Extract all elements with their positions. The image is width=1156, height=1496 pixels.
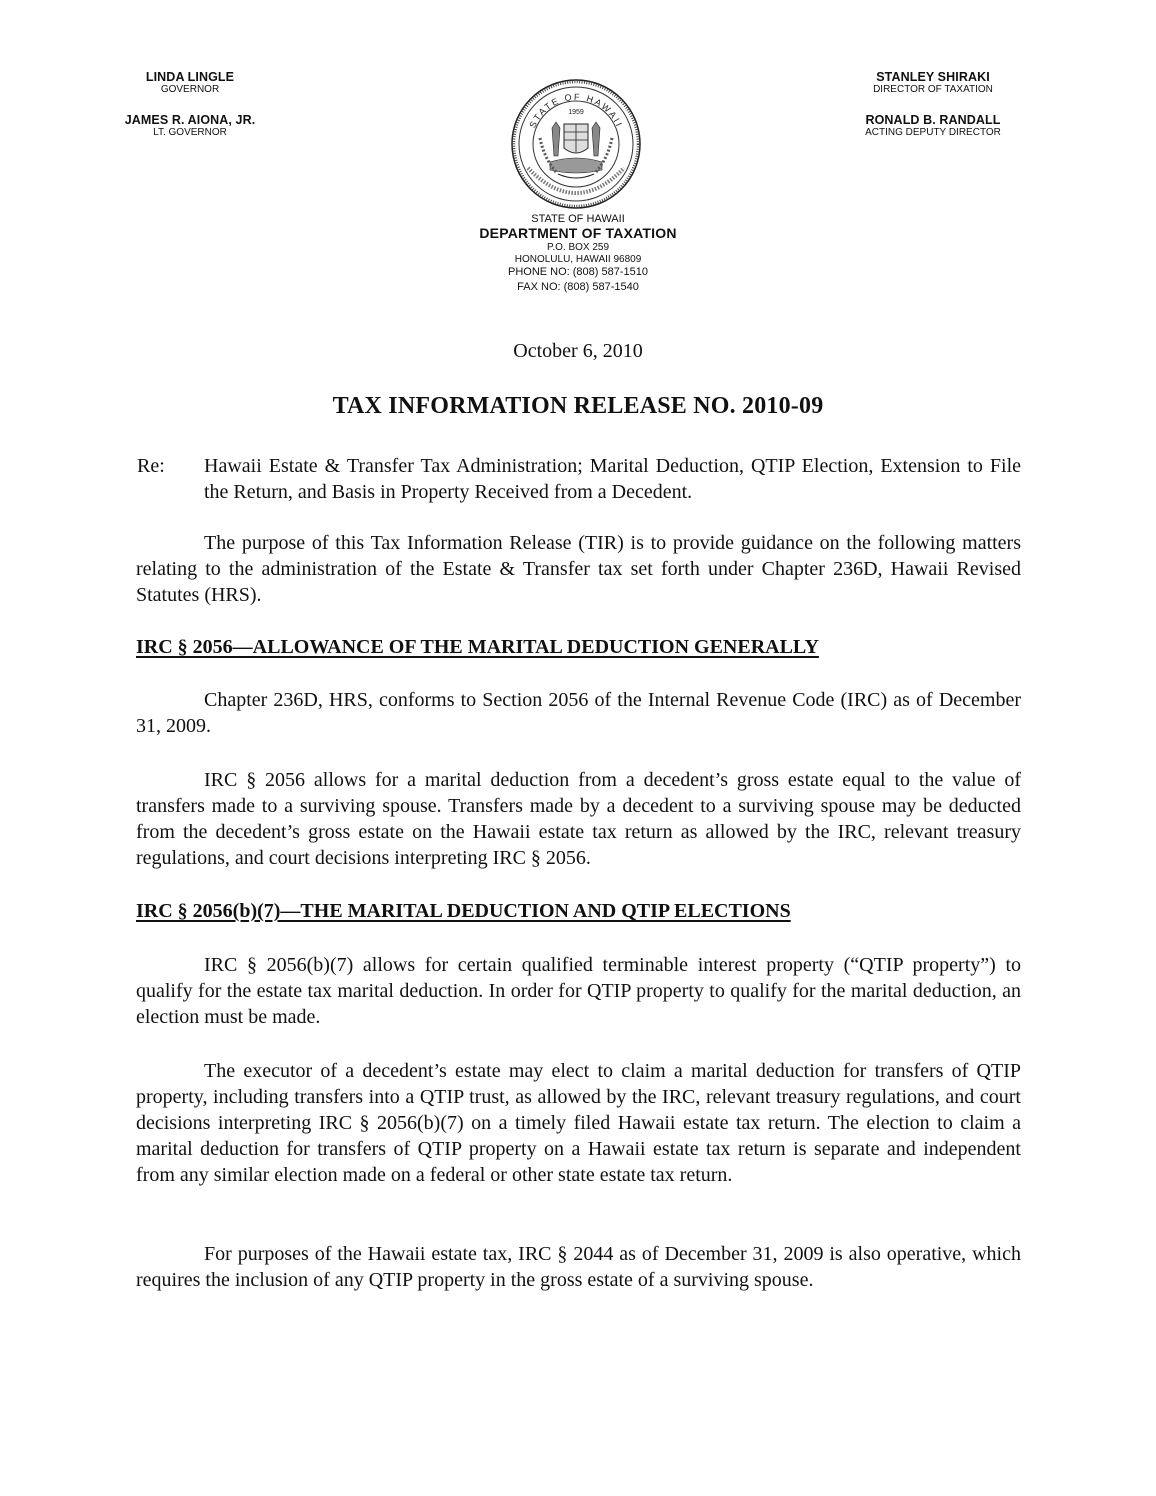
left-officials <box>110 70 270 156</box>
body-paragraph: The executor of a decedent’s estate may elect to claim a marital deduction for transfers of QTIP property, including transfers into a QTIP trust, as allowed by the IRC, relevant treasury regulations, and court decisions interpreting IRC § 2056(b)(7) on a timely filed Hawaii estate tax return. The election to claim a marital deduction for transfers of QTIP property on a Hawaii estate tax return is separate and independent from any similar election made on a federal or other state estate tax return. <box>136 1060 1021 1186</box>
agency-po-box: P.O. BOX 259 <box>546 242 610 253</box>
section-heading-qtip-elections: IRC § 2056(b)(7)—THE MARITAL DEDUCTION AND QTIP ELECTIONS <box>136 900 791 922</box>
director-name: STANLEY SHIRAKI <box>876 70 990 84</box>
agency-phone: PHONE NO: (808) 587-1510 <box>507 266 648 278</box>
deputy-director-name: RONALD B. RANDALL <box>865 113 1001 127</box>
intro-paragraph: The purpose of this Tax Information Release (TIR) is to provide guidance on the following matters relating to the administration of the Estate & Transfer tax set forth under Chapter 236D, Hawaii Revised Statutes (HRS). <box>136 532 1021 606</box>
document-title: TAX INFORMATION RELEASE NO. 2010-09 <box>332 393 824 419</box>
agency-address-block <box>378 213 778 294</box>
lt-governor-title: LT. GOVERNOR <box>153 127 227 138</box>
agency-city: HONOLULU, HAWAII 96809 <box>514 253 642 265</box>
agency-state: STATE OF HAWAII <box>531 213 625 225</box>
re-label: Re: <box>137 455 165 477</box>
state-seal-icon <box>510 78 642 210</box>
body-paragraph: Chapter 236D, HRS, conforms to Section 2056 of the Internal Revenue Code (IRC) as of December 31, 2009. <box>136 689 1021 737</box>
director-title: DIRECTOR OF TAXATION <box>873 84 993 95</box>
deputy-director-title: ACTING DEPUTY DIRECTOR <box>865 127 1001 138</box>
document-date: October 6, 2010 <box>513 340 643 362</box>
seal-year: 1959 <box>568 109 584 116</box>
body-paragraph: IRC § 2056(b)(7) allows for certain qualified terminable interest property (“QTIP property”) to qualify for the estate tax marital deduction. In order for QTIP property to qualify for the marital deduction, an election must be made. <box>136 954 1021 1028</box>
lt-governor-name: JAMES R. AIONA, JR. <box>124 113 256 127</box>
body-paragraph: For purposes of the Hawaii estate tax, IRC § 2044 as of December 31, 2009 is also operative, which requires the inclusion of any QTIP property in the gross estate of a surviving spouse. <box>136 1243 1021 1291</box>
governor-title: GOVERNOR <box>160 84 220 95</box>
governor-name: LINDA LINGLE <box>145 70 235 84</box>
body-paragraph: IRC § 2056 allows for a marital deduction from a decedent’s gross estate equal to the value of transfers made to a surviving spouse. Transfers made by a decedent to a surviving spouse may be deducted from the decedent’s gross estate on the Hawaii estate tax return as allowed by the IRC, relevant treasury regulations, and court decisions interpreting IRC § 2056. <box>136 769 1021 869</box>
section-heading-marital-deduction: IRC § 2056—ALLOWANCE OF THE MARITAL DEDUCTION GENERALLY <box>136 636 819 658</box>
seal-ring-text: STATE OF HAWAII <box>527 91 625 130</box>
agency-department: DEPARTMENT OF TAXATION <box>479 225 677 241</box>
re-subject: Hawaii Estate & Transfer Tax Administration; Marital Deduction, QTIP Election, Extension to File the Return, and Basis in Property Received from a Decedent. <box>204 455 1021 503</box>
right-officials <box>848 70 1018 156</box>
agency-fax: FAX NO: (808) 587-1540 <box>517 280 639 293</box>
